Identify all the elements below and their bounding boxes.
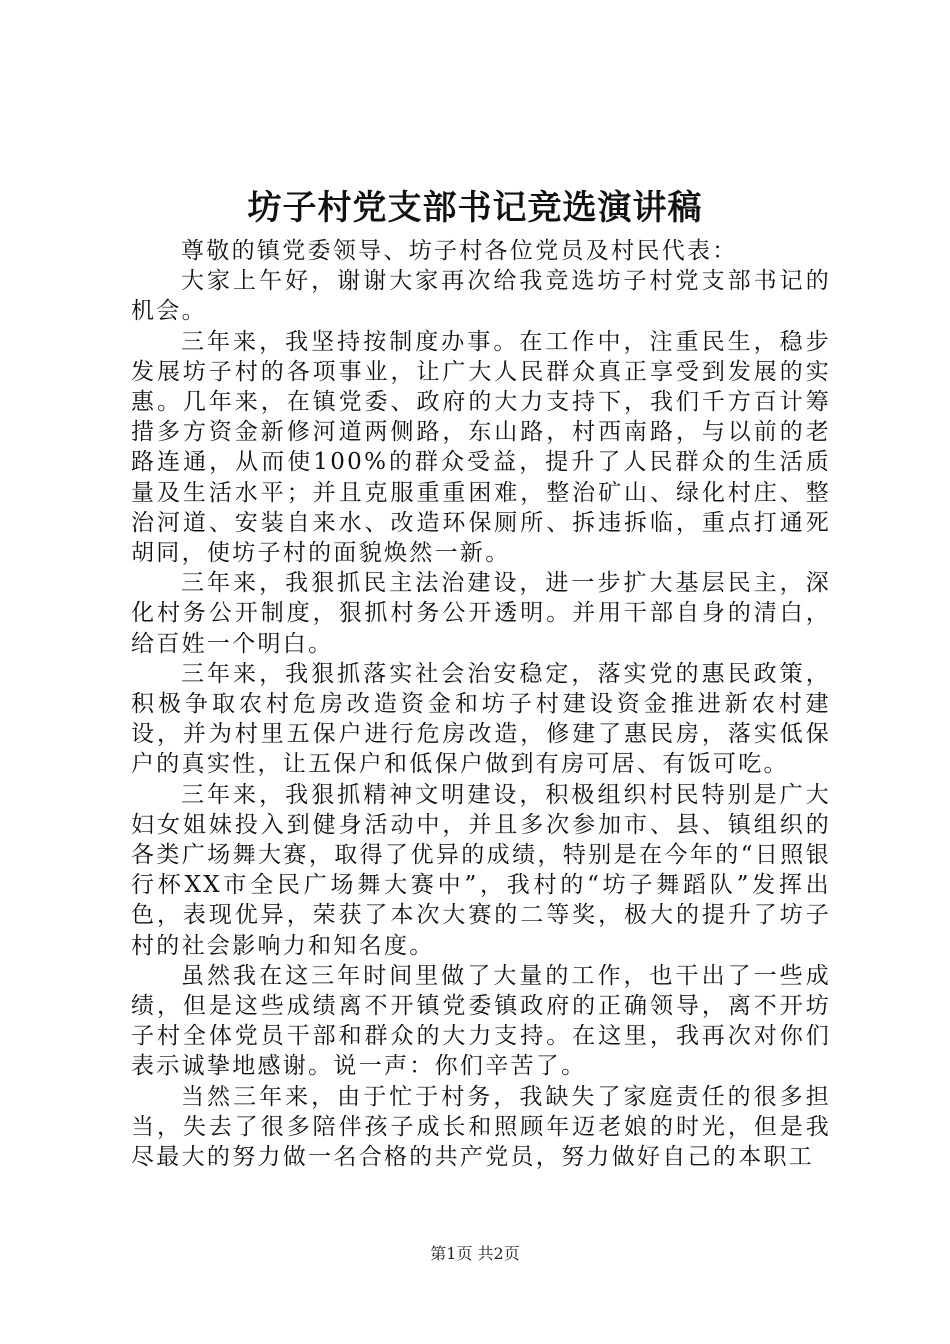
greeting-paragraph: 大家上午好，谢谢大家再次给我竞选坊子村党支部书记的机会。 [131, 268, 831, 325]
page-number-footer: 第1页 共2页 [430, 1244, 520, 1263]
body-paragraph: 三年来，我坚持按制度办事。在工作中，注重民生，稳步发展坊子村的各项事业，让广大人民群众真正享受到发展的实惠。几年来，在镇党委、政府的大力支持下，我们千方百计筹措多方资金新修河道两侧路，东山路，村西南路，与以前的老路连通，从而使100%的群众受益，提升了人民群众的生活质量及生活水平；并且克服重重困难，整治矿山、绿化村庄、整治河道、安装自来水、改造环保厕所、拆违拆临，重点打通死胡同，使坊子村的面貌焕然一新。 [131, 328, 831, 567]
body-paragraph: 虽然我在这三年时间里做了大量的工作，也干出了一些成绩，但是这些成绩离不开镇党委镇政府的正确领导，离不开坊子村全体党员干部和群众的大力支持。在这里，我再次对你们表示诚挚地感谢。说一声：你们辛苦了。 [131, 962, 831, 1080]
document-body [131, 236, 831, 1172]
body-paragraph: 三年来，我狠抓民主法治建设，进一步扩大基层民主，深化村务公开制度，狠抓村务公开透明。并用干部自身的清白，给百姓一个明白。 [131, 570, 831, 657]
document-title: 坊子村党支部书记竞选演讲稿 [247, 188, 703, 228]
salutation-paragraph: 尊敬的镇党委领导、坊子村各位党员及村民代表： [181, 238, 738, 264]
body-paragraph: 三年来，我狠抓落实社会治安稳定，落实党的惠民政策，积极争取农村危房改造资金和坊子村建设资金推进新农村建设，并为村里五保户进行危房改造，修建了惠民房，落实低保户的真实性，让五保户和低保户做到有房可居、有饭可吃。 [131, 660, 831, 778]
body-paragraph: 当然三年来，由于忙于村务，我缺失了家庭责任的很多担当，失去了很多陪伴孩子成长和照顾年迈老娘的时光，但是我尽最大的努力做一名合格的共产党员，努力做好自己的本职工 [131, 1083, 831, 1171]
body-paragraph: 三年来，我狠抓精神文明建设，积极组织村民特别是广大妇女姐妹投入到健身活动中，并且多次参加市、县、镇组织的各类广场舞大赛，取得了优异的成绩，特别是在今年的“日照银行杯XX市全民广场舞大赛中”，我村的“坊子舞蹈队”发挥出色，表现优异，荣获了本次大赛的二等奖，极大的提升了坊子村的社会影响力和知名度。 [131, 781, 831, 959]
